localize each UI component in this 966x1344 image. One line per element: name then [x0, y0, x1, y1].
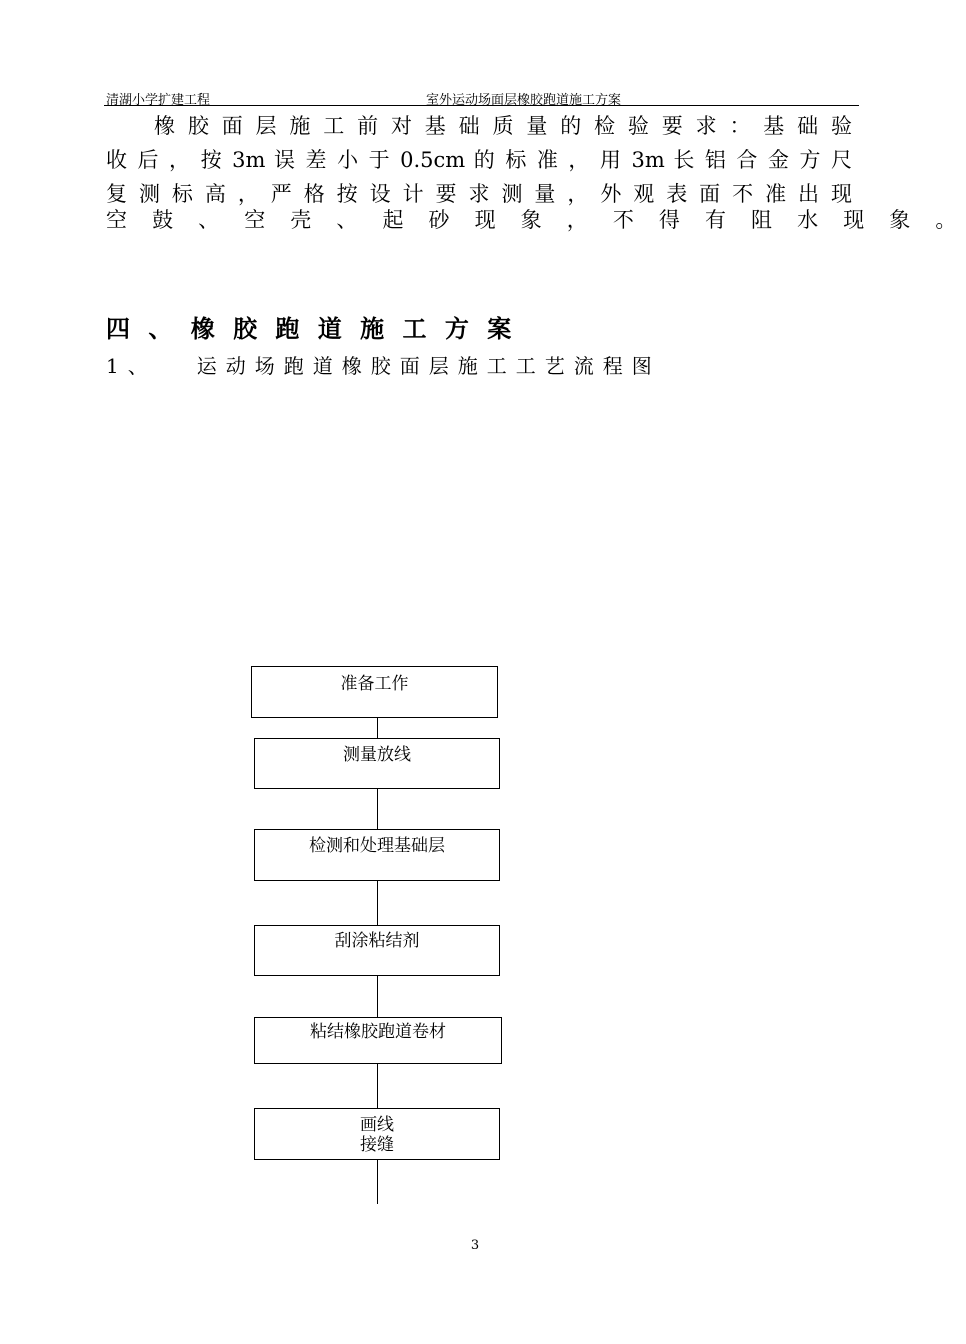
flow-step-label: 粘结橡胶跑道卷材 [310, 1022, 446, 1042]
page-number: 3 [470, 1238, 480, 1253]
paragraph-line: 空 鼓 、 空 壳 、 起 砂 现 象 ， 不 得 有 阻 水 现 象 。 [106, 208, 966, 232]
flow-step-label: 检测和处理基础层 [309, 836, 445, 856]
flow-step-bond-rolls [254, 1017, 502, 1064]
subsection-title: 运动场跑道橡胶面层施工工艺流程图 [196, 354, 661, 378]
header-project-name: 清湖小学扩建工程 [106, 93, 211, 108]
flow-step-survey [254, 738, 500, 789]
inspection-paragraph [106, 109, 966, 237]
flow-step-label: 刮涂粘结剂 [334, 931, 420, 951]
flow-step-adhesive [254, 925, 500, 976]
flow-step-prepare [251, 666, 498, 718]
flow-step-label: 测量放线 [343, 745, 411, 765]
header-document-title: 室外运动场面层橡胶跑道施工方案 [426, 93, 622, 108]
flow-step-base-check [254, 829, 500, 881]
paragraph-line: 复 测 标 高 ， 严 格 按 设 计 要 求 测 量 ， 外 观 表 面 不 准 出 现 [106, 182, 852, 206]
flow-step-label: 准备工作 [340, 674, 409, 694]
flow-step-marking-seams [254, 1108, 500, 1160]
section-heading: 四 、 橡 胶 跑 道 施 工 方 案 [106, 314, 517, 343]
flow-step-label: 画线 [360, 1115, 394, 1135]
header-rule [104, 105, 859, 106]
flow-step-label: 接缝 [360, 1135, 394, 1155]
paragraph-line: 收 后 ， 按 3m 误 差 小 于 0.5cm 的 标 准 ， 用 3m 长 铝 合 金 方 尺 [106, 148, 852, 172]
paragraph-line: 橡 胶 面 层 施 工 前 对 基 础 质 量 的 检 验 要 求 ： 基 础 验 [154, 114, 852, 138]
subsection-heading [106, 350, 661, 379]
subsection-number: 1、 [106, 354, 157, 378]
